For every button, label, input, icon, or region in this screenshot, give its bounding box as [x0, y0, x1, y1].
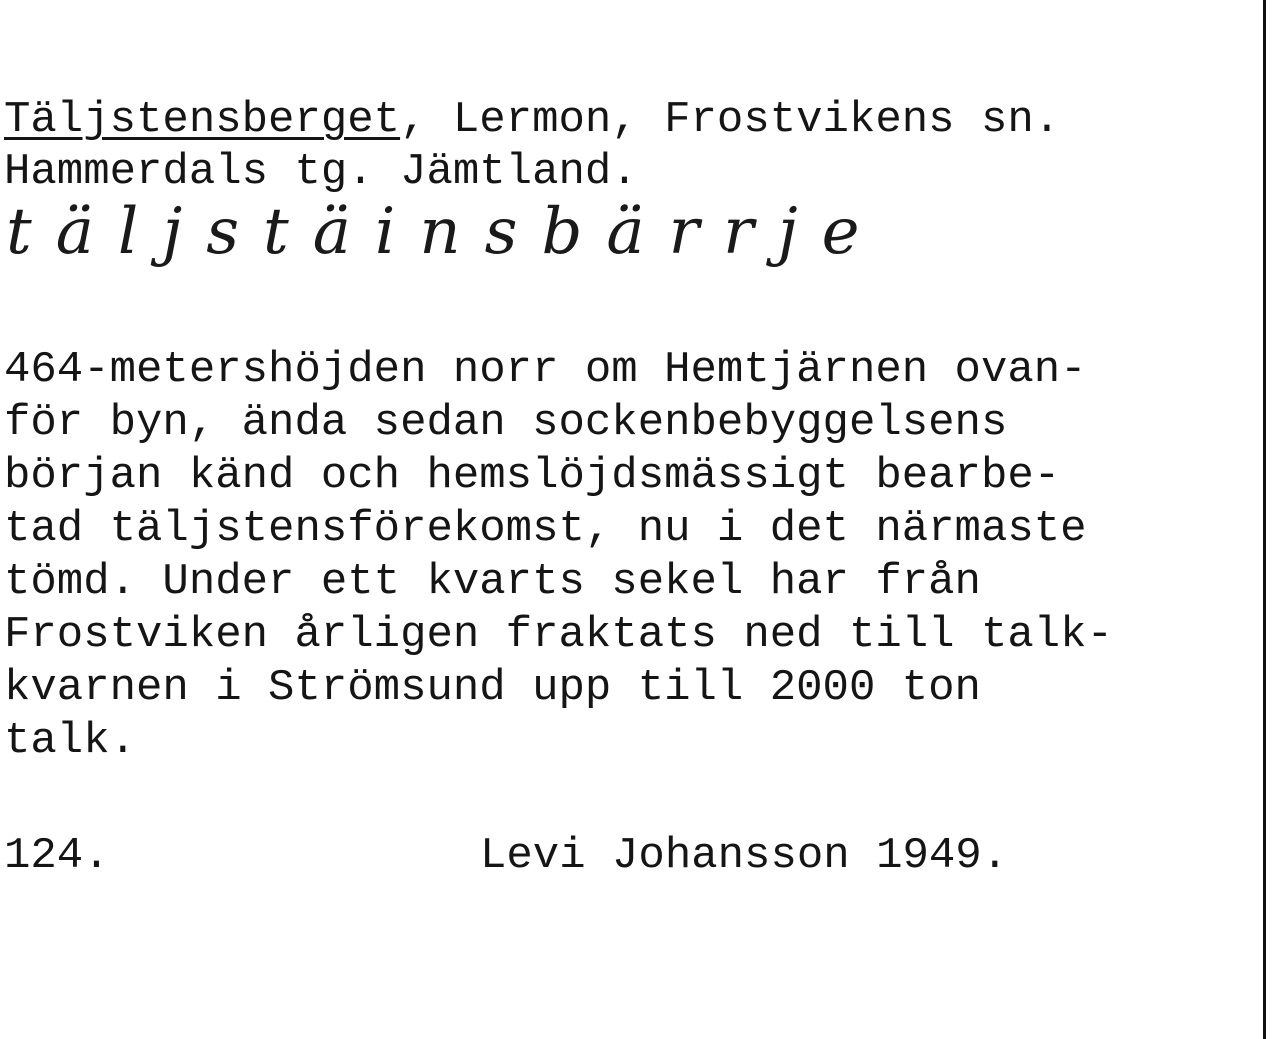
phonetic-transcription: täljstäinsbärrje — [6, 195, 884, 269]
description — [4, 344, 1254, 768]
description-line: för byn, ända sedan sockenbebyggelsens — [4, 398, 1008, 448]
card-number: 124. — [4, 831, 110, 881]
card-edge-border — [1263, 0, 1266, 1039]
title-line — [4, 94, 1060, 146]
description-line: Frostviken årligen fraktats ned till talk- — [4, 610, 1113, 660]
place-location: , Lermon, Frostvikens sn. — [400, 95, 1061, 145]
description-line: 464-metershöjden norr om Hemtjärnen ovan- — [4, 345, 1087, 395]
place-name: Täljstensberget — [4, 95, 401, 145]
description-line: kvarnen i Strömsund upp till 2000 ton — [4, 663, 981, 713]
description-line: talk. — [4, 716, 137, 766]
description-line: tad täljstensförekomst, nu i det närmaste — [4, 504, 1087, 554]
description-line: tömd. Under ett kvarts sekel har från — [4, 557, 981, 607]
author-year: Levi Johansson 1949. — [480, 831, 1009, 881]
description-line: början känd och hemslöjdsmässigt bearbe- — [4, 451, 1061, 501]
region-line: Hammerdals tg. Jämtland. — [4, 147, 638, 197]
